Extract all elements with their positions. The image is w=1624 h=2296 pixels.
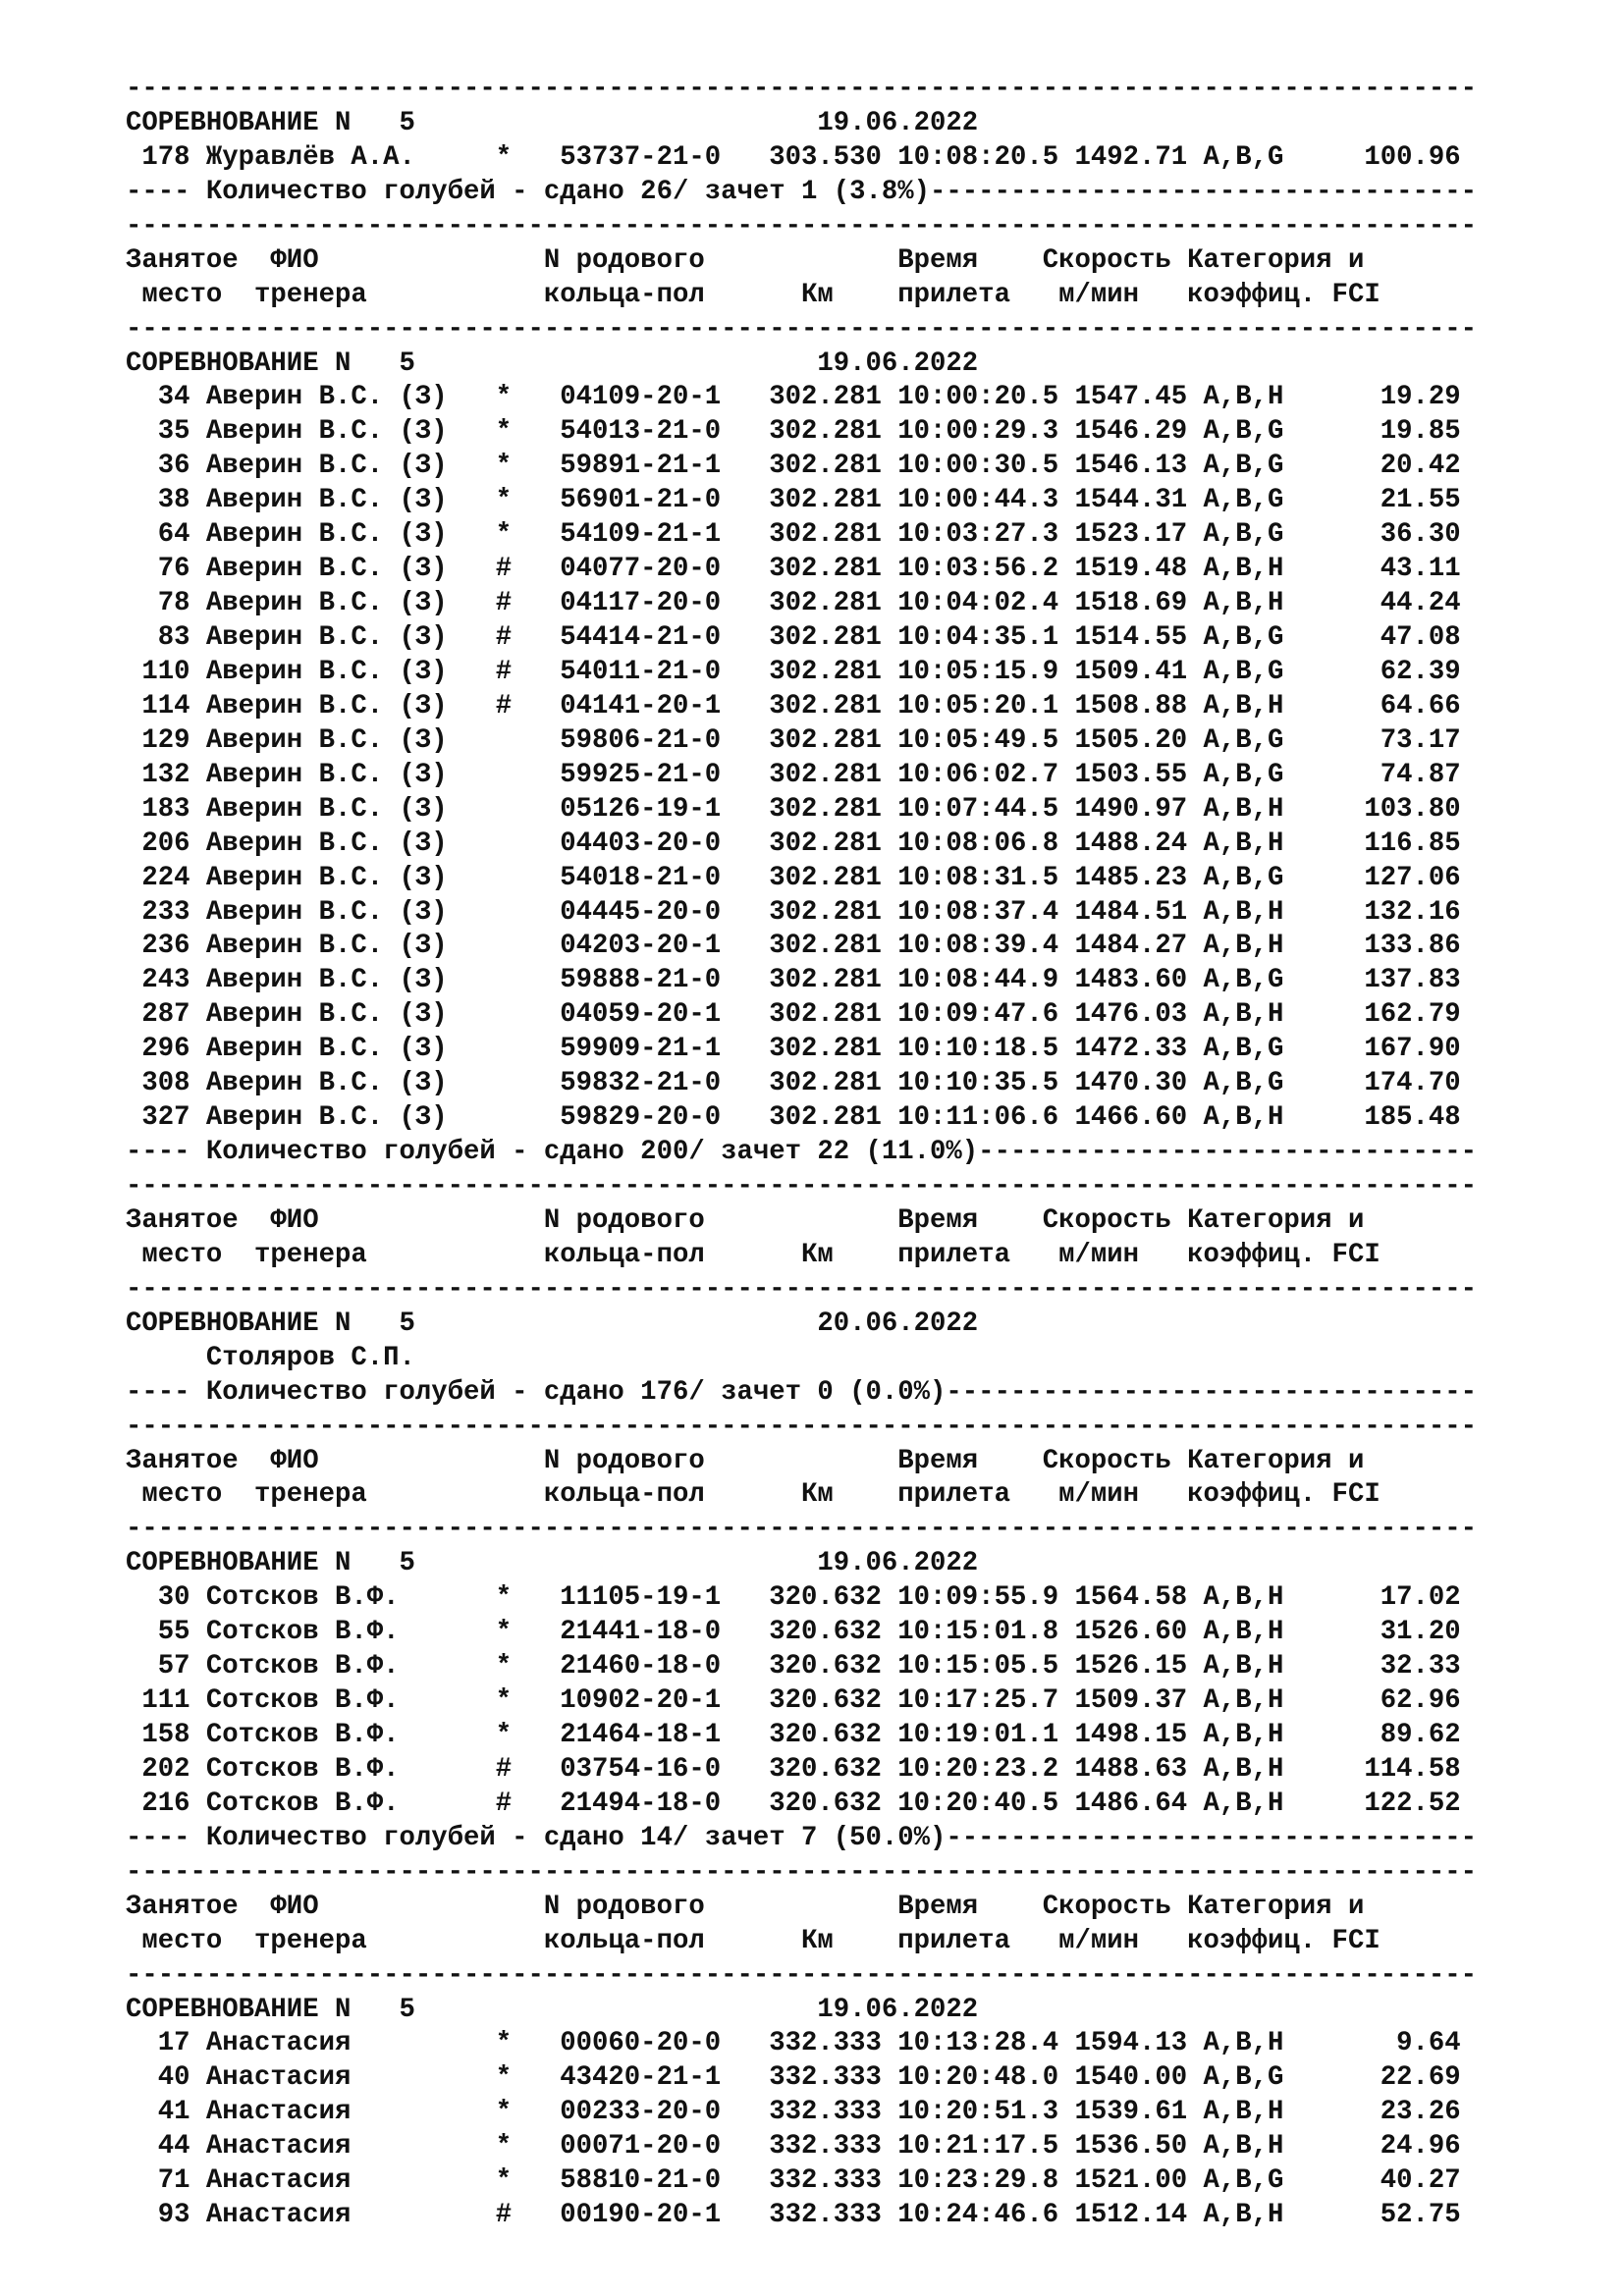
table-row: 38 Аверин В.С. (З) * 56901-21-0 302.281 10:00:44.3 1544.31 A,B,G 21.55 xyxy=(126,485,1461,516)
table-row: 129 Аверин В.С. (З) 59806-21-0 302.281 10:05:49.5 1505.20 A,B,G 73.17 xyxy=(126,724,1461,756)
table-row: 83 Аверин В.С. (З) # 54414-21-0 302.281 10:04:35.1 1514.55 A,B,G 47.08 xyxy=(126,622,1461,653)
table-row: 114 Аверин В.С. (З) # 04141-20-1 302.281 10:05:20.1 1508.88 A,B,H 64.66 xyxy=(126,690,1461,721)
table-row: 243 Аверин В.С. (З) 59888-21-0 302.281 10:08:44.9 1483.60 A,B,G 137.83 xyxy=(126,965,1461,996)
table-row: 76 Аверин В.С. (З) # 04077-20-0 302.281 10:03:56.2 1519.48 A,B,H 43.11 xyxy=(126,554,1461,585)
table-row: 206 Аверин В.С. (З) 04403-20-0 302.281 10:08:06.8 1488.24 A,B,H 116.85 xyxy=(126,828,1461,859)
column-header: Занятое ФИО N родового Время Скорость Категория и xyxy=(126,1204,1365,1236)
table-row: Столяров С.П. xyxy=(126,1342,415,1373)
separator-rule: ------------------------------------------------------------------------------------ xyxy=(126,313,1477,345)
table-row: 202 Сотсков В.Ф. # 03754-16-0 320.632 10:20:23.2 1488.63 A,B,H 114.58 xyxy=(126,1753,1461,1785)
column-header: место тренера кольца-пол Км прилета м/мин коэффиц. FCI xyxy=(126,1479,1380,1511)
competition-header: СОРЕВНОВАНИЕ N 5 20.06.2022 xyxy=(126,1308,979,1339)
separator-rule: ------------------------------------------------------------------------------------ xyxy=(126,210,1477,241)
table-row: 296 Аверин В.С. (З) 59909-21-1 302.281 10:10:18.5 1472.33 A,B,G 167.90 xyxy=(126,1034,1461,1065)
separator-rule: ------------------------------------------------------------------------------------ xyxy=(126,1411,1477,1442)
separator-rule: ------------------------------------------------------------------------------------ xyxy=(126,1273,1477,1305)
separator-rule: ------------------------------------------------------------------------------------ xyxy=(126,1959,1477,1991)
separator-rule: ------------------------------------------------------------------------------------ xyxy=(126,74,1477,104)
table-row: 30 Сотсков В.Ф. * 11105-19-1 320.632 10:09:55.9 1564.58 A,B,H 17.02 xyxy=(126,1582,1461,1614)
summary-line: ---- Количество голубей - сдано 14/ зачет 7 (50.0%)--------------------------------- xyxy=(126,1822,1477,1853)
table-row: 308 Аверин В.С. (З) 59832-21-0 302.281 10:10:35.5 1470.30 A,B,G 174.70 xyxy=(126,1068,1461,1099)
table-row: 55 Сотсков В.Ф. * 21441-18-0 320.632 10:15:01.8 1526.60 A,B,H 31.20 xyxy=(126,1617,1461,1648)
table-row: 44 Анастасия * 00071-20-0 332.333 10:21:17.5 1536.50 A,B,H 24.96 xyxy=(126,2131,1461,2163)
competition-header: СОРЕВНОВАНИЕ N 5 19.06.2022 xyxy=(126,107,979,138)
summary-line: ---- Количество голубей - сдано 26/ зачет 1 (3.8%)---------------------------------- xyxy=(126,176,1477,207)
table-row: 178 Журавлёв А.А. * 53737-21-0 303.530 10:08:20.5 1492.71 A,B,G 100.96 xyxy=(126,141,1461,173)
table-row: 233 Аверин В.С. (З) 04445-20-0 302.281 10:08:37.4 1484.51 A,B,H 132.16 xyxy=(126,896,1461,928)
competition-header: СОРЕВНОВАНИЕ N 5 19.06.2022 xyxy=(126,347,979,379)
table-row: 71 Анастасия * 58810-21-0 332.333 10:23:29.8 1521.00 A,B,G 40.27 xyxy=(126,2165,1461,2197)
column-header: место тренера кольца-пол Км прилета м/мин коэффиц. FCI xyxy=(126,1925,1380,1956)
table-row: 35 Аверин В.С. (З) * 54013-21-0 302.281 10:00:29.3 1546.29 A,B,G 19.85 xyxy=(126,416,1461,448)
table-row: 57 Сотсков В.Ф. * 21460-18-0 320.632 10:15:05.5 1526.15 A,B,H 32.33 xyxy=(126,1651,1461,1682)
table-row: 327 Аверин В.С. (З) 59829-20-0 302.281 10:11:06.6 1466.60 A,B,H 185.48 xyxy=(126,1102,1461,1134)
table-row: 78 Аверин В.С. (З) # 04117-20-0 302.281 10:04:02.4 1518.69 A,B,H 44.24 xyxy=(126,588,1461,619)
table-row: 132 Аверин В.С. (З) 59925-21-0 302.281 10:06:02.7 1503.55 A,B,G 74.87 xyxy=(126,759,1461,790)
summary-line: ---- Количество голубей - сдано 176/ зачет 0 (0.0%)--------------------------------- xyxy=(126,1376,1477,1408)
competition-header: СОРЕВНОВАНИЕ N 5 19.06.2022 xyxy=(126,1548,979,1579)
table-row: 110 Аверин В.С. (З) # 54011-21-0 302.281 10:05:15.9 1509.41 A,B,G 62.39 xyxy=(126,656,1461,687)
column-header: место тренера кольца-пол Км прилета м/мин коэффиц. FCI xyxy=(126,279,1380,310)
table-row: 17 Анастасия * 00060-20-0 332.333 10:13:28.4 1594.13 A,B,H 9.64 xyxy=(126,2028,1461,2059)
table-row: 216 Сотсков В.Ф. # 21494-18-0 320.632 10:20:40.5 1486.64 A,B,H 122.52 xyxy=(126,1788,1461,1819)
column-header: место тренера кольца-пол Км прилета м/мин коэффиц. FCI xyxy=(126,1239,1380,1270)
table-row: 236 Аверин В.С. (З) 04203-20-1 302.281 10:08:39.4 1484.27 A,B,H 133.86 xyxy=(126,931,1461,962)
separator-rule: ------------------------------------------------------------------------------------ xyxy=(126,1856,1477,1888)
competition-header: СОРЕВНОВАНИЕ N 5 19.06.2022 xyxy=(126,1994,979,2025)
table-row: 41 Анастасия * 00233-20-0 332.333 10:20:51.3 1539.61 A,B,H 23.26 xyxy=(126,2097,1461,2128)
separator-rule: ------------------------------------------------------------------------------------ xyxy=(126,1514,1477,1545)
table-row: 93 Анастасия # 00190-20-1 332.333 10:24:46.6 1512.14 A,B,H 52.75 xyxy=(126,2200,1461,2231)
table-row: 158 Сотсков В.Ф. * 21464-18-1 320.632 10:19:01.1 1498.15 A,B,H 89.62 xyxy=(126,1720,1461,1750)
summary-line: ---- Количество голубей - сдано 200/ зачет 22 (11.0%)------------------------------- xyxy=(126,1137,1477,1168)
table-row: 287 Аверин В.С. (З) 04059-20-1 302.281 10:09:47.6 1476.03 A,B,H 162.79 xyxy=(126,999,1461,1031)
table-row: 224 Аверин В.С. (З) 54018-21-0 302.281 10:08:31.5 1485.23 A,B,G 127.06 xyxy=(126,862,1461,893)
table-row: 40 Анастасия * 43420-21-1 332.333 10:20:48.0 1540.00 A,B,G 22.69 xyxy=(126,2062,1461,2094)
table-row: 36 Аверин В.С. (З) * 59891-21-1 302.281 10:00:30.5 1546.13 A,B,G 20.42 xyxy=(126,451,1461,482)
table-row: 183 Аверин В.С. (З) 05126-19-1 302.281 10:07:44.5 1490.97 A,B,H 103.80 xyxy=(126,793,1461,825)
column-header: Занятое ФИО N родового Время Скорость Категория и xyxy=(126,244,1365,276)
results-printout xyxy=(126,73,1477,2233)
table-row: 34 Аверин В.С. (З) * 04109-20-1 302.281 10:00:20.5 1547.45 A,B,H 19.29 xyxy=(126,382,1461,413)
column-header: Занятое ФИО N родового Время Скорость Категория и xyxy=(126,1891,1365,1922)
table-row: 111 Сотсков В.Ф. * 10902-20-1 320.632 10:17:25.7 1509.37 A,B,H 62.96 xyxy=(126,1685,1461,1717)
separator-rule: ------------------------------------------------------------------------------------ xyxy=(126,1171,1477,1201)
column-header: Занятое ФИО N родового Время Скорость Категория и xyxy=(126,1445,1365,1476)
table-row: 64 Аверин В.С. (З) * 54109-21-1 302.281 10:03:27.3 1523.17 A,B,G 36.30 xyxy=(126,519,1461,551)
